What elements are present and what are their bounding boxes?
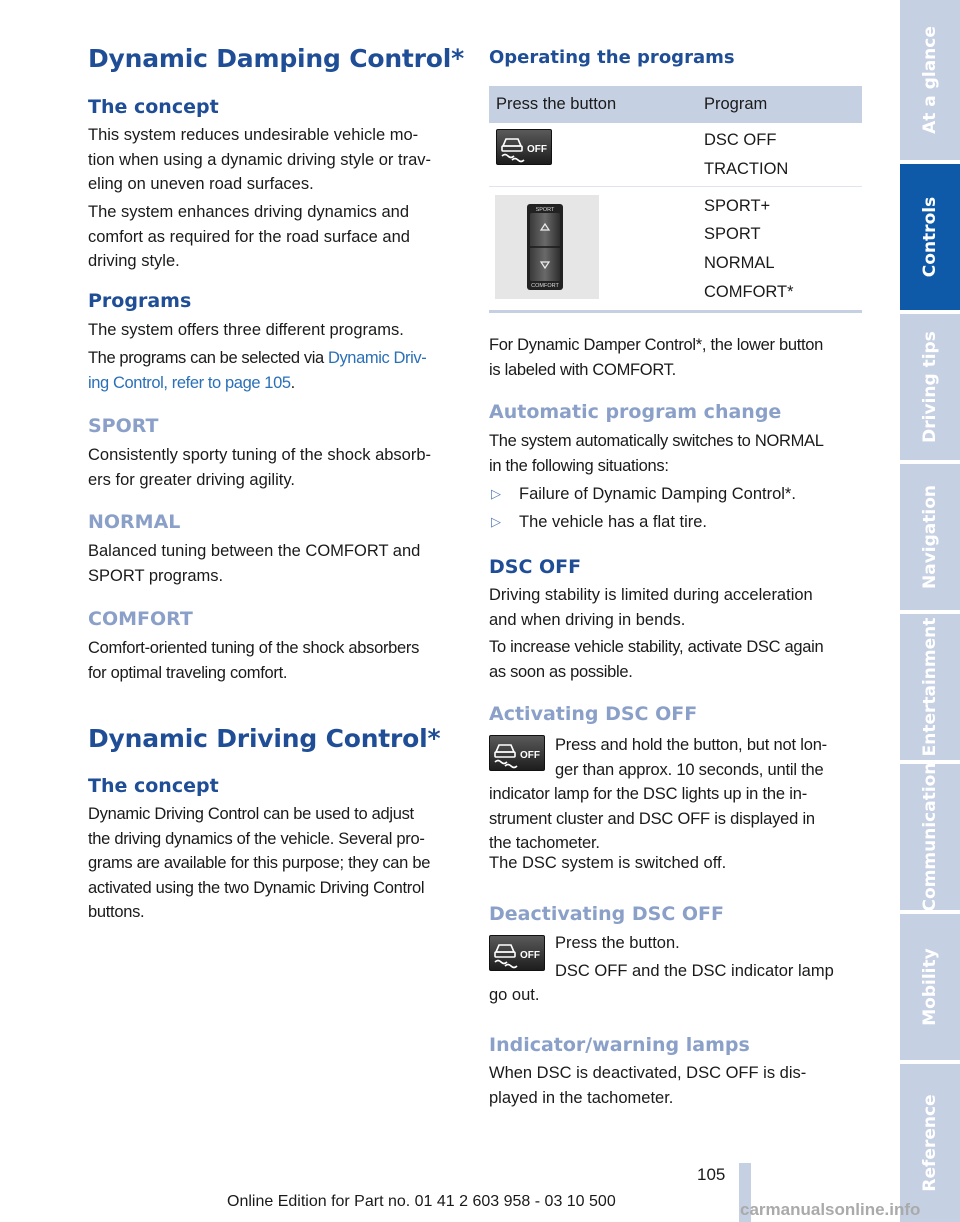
program-dsc-off: DSC OFF (704, 131, 777, 149)
text-line: strument cluster and DSC OFF is displayed in (489, 809, 815, 828)
table-header-press-button: Press the button (496, 95, 617, 113)
normal-paragraph (88, 539, 468, 588)
comfort-paragraph (88, 636, 468, 685)
text-line: and when driving in bends. (489, 610, 686, 629)
tab-label: Mobility (920, 948, 940, 1026)
text-line: This system reduces undesirable vehicle mo- (88, 126, 419, 144)
text-line: go out. (489, 986, 540, 1004)
watermark: carmanualsonline.info (740, 1200, 921, 1219)
table-row-divider (489, 186, 862, 187)
subheading-operating-programs: Operating the programs (489, 47, 735, 68)
subheading-automatic-program-change: Automatic program change (489, 401, 782, 423)
text-line: indicator lamp for the DSC lights up in the in- (489, 785, 808, 803)
section-title-dynamic-driving-control: Dynamic Driving Control* (88, 724, 441, 753)
dsc-off-paragraph-1 (489, 583, 869, 632)
text-line: DSC OFF and the DSC indicator lamp (555, 961, 834, 980)
section-title-dynamic-damping-control: Dynamic Damping Control* (88, 44, 465, 73)
program-comfort: COMFORT* (704, 283, 794, 301)
text-span: The programs can be selected via (88, 349, 328, 367)
text-line: played in the tachometer. (489, 1088, 674, 1107)
auto-paragraph (489, 429, 869, 478)
tab-label: Controls (920, 196, 940, 278)
text-line: The system automatically switches to NORMAL (489, 432, 824, 450)
text-line: The system enhances driving dynamics and (88, 203, 409, 221)
text-line: Consistently sporty tuning of the shock absorb- (88, 446, 432, 464)
tab-communication[interactable] (900, 764, 960, 910)
program-sport-plus: SPORT+ (704, 197, 771, 215)
table-bottom-border (489, 310, 862, 313)
text-line: Press the button. (555, 934, 680, 952)
text-line: When DSC is deactivated, DSC OFF is dis- (489, 1064, 807, 1082)
svg-text:OFF: OFF (520, 950, 540, 961)
concept-paragraph-1 (88, 123, 468, 197)
bullet-triangle-icon: ▷ (491, 514, 501, 529)
dsc-skid-car-icon (497, 130, 551, 164)
tab-entertainment[interactable] (900, 614, 960, 760)
text-line: grams are available for this purpose; they can be (88, 854, 431, 872)
subheading-comfort: COMFORT (88, 608, 193, 630)
tab-mobility[interactable] (900, 914, 960, 1060)
text-line: comfort as required for the road surface and (88, 227, 410, 246)
rocker-switch-icon (495, 195, 599, 299)
tab-at-a-glance[interactable] (900, 0, 960, 160)
programs-paragraph-1: The system offers three different programs. (88, 321, 404, 339)
programs-paragraph-2 (88, 346, 468, 395)
bullet-text: The vehicle has a flat tire. (519, 513, 708, 531)
text-line: ger than approx. 10 seconds, until the (555, 760, 824, 779)
text-line: for optimal traveling comfort. (88, 663, 288, 682)
text-line: eling on uneven road surfaces. (88, 175, 314, 193)
bullet-text: Failure of Dynamic Damping Control*. (519, 485, 796, 503)
sport-paragraph (88, 443, 468, 492)
page-number: 105 (697, 1165, 726, 1184)
text-line: activated using the two Dynamic Driving Control (88, 878, 425, 897)
tab-label: Reference (920, 1094, 940, 1192)
text-line: as soon as possible. (489, 662, 633, 681)
tab-navigation[interactable] (900, 464, 960, 610)
tab-controls[interactable] (900, 164, 960, 310)
page-reference-link[interactable]: Dynamic Driv- (327, 349, 427, 367)
text-line: Press and hold the button, but not lon- (555, 736, 827, 754)
tab-label: Driving tips (920, 331, 940, 443)
svg-text:SPORT: SPORT (535, 207, 555, 213)
svg-text:COMFORT: COMFORT (531, 283, 559, 289)
subheading-programs: Programs (88, 290, 192, 312)
svg-text:OFF: OFF (520, 750, 540, 761)
program-sport: SPORT (704, 225, 761, 243)
text-span: . (290, 373, 295, 392)
deactivating-paragraph (489, 931, 869, 1008)
subheading-deactivating-dsc-off: Deactivating DSC OFF (489, 903, 725, 925)
table-header-program: Program (704, 95, 768, 113)
dsc-off-button-image (496, 129, 552, 165)
text-line: driving style. (88, 252, 180, 270)
subheading-concept: The concept (88, 96, 219, 118)
tab-label: Communication (920, 762, 940, 912)
text-line: Dynamic Driving Control can be used to adjust (88, 805, 414, 823)
tab-reference[interactable] (900, 1064, 960, 1222)
text-line: the driving dynamics of the vehicle. Several pro- (88, 829, 425, 848)
page-reference-link[interactable]: ing Control, refer to page 105 (88, 373, 291, 392)
subheading-dsc-off: DSC OFF (489, 556, 582, 578)
activating-paragraph-2: The DSC system is switched off. (489, 854, 727, 872)
indicator-paragraph (489, 1061, 869, 1110)
text-line: is labeled with COMFORT. (489, 360, 676, 379)
online-edition-footer: Online Edition for Part no. 01 41 2 603 958 - 03 10 500 (227, 1193, 616, 1210)
text-line: the tachometer. (489, 834, 600, 852)
text-line: tion when using a dynamic driving style or trav- (88, 150, 431, 169)
activating-paragraph (489, 733, 869, 856)
subheading-normal: NORMAL (88, 511, 181, 533)
subheading-indicator-warning-lamps: Indicator/warning lamps (489, 1034, 750, 1056)
text-line: Driving stability is limited during acceleration (489, 586, 813, 604)
dsc-off-paragraph-2 (489, 635, 869, 684)
text-line: SPORT programs. (88, 566, 224, 585)
subheading-sport: SPORT (88, 415, 159, 437)
bullet-triangle-icon: ▷ (491, 486, 501, 501)
text-line: buttons. (88, 903, 145, 921)
text-line: in the following situations: (489, 456, 669, 475)
program-traction: TRACTION (704, 160, 789, 178)
concept-paragraph-2 (88, 200, 468, 274)
program-normal: NORMAL (704, 254, 775, 272)
tab-label: Navigation (920, 485, 940, 589)
svg-text:OFF: OFF (527, 144, 547, 155)
tab-label: At a glance (920, 26, 940, 134)
concept2-paragraph (88, 802, 468, 925)
rocker-switch-image (495, 195, 599, 299)
damper-note-paragraph (489, 333, 869, 382)
subheading-concept-2: The concept (88, 775, 219, 797)
text-line: ers for greater driving agility. (88, 470, 295, 489)
text-line: Balanced tuning between the COMFORT and (88, 542, 421, 560)
subheading-activating-dsc-off: Activating DSC OFF (489, 703, 698, 725)
tab-driving-tips[interactable] (900, 314, 960, 460)
tab-label: Entertainment (920, 617, 940, 757)
text-line: To increase vehicle stability, activate DSC again (489, 638, 824, 656)
text-line: Comfort-oriented tuning of the shock absorbers (88, 639, 420, 657)
text-line: For Dynamic Damper Control*, the lower button (489, 336, 824, 354)
